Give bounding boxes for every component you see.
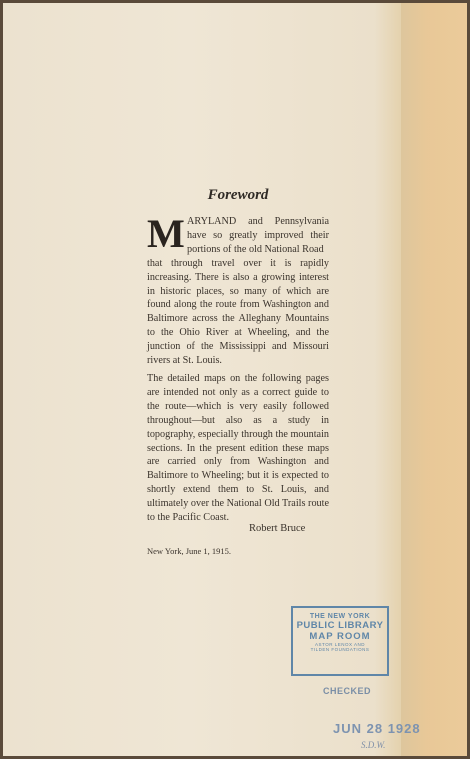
checked-stamp: CHECKED <box>323 686 372 696</box>
drop-cap: M <box>147 211 185 256</box>
paragraph-2: The detailed maps on the following pages are intended not only as a correct guide to the route—which is very easily followed throughout—but also as a study in topography, especially through the mountain sections. In the present edition these maps are carried only from Washington and Baltimore to Wheeling; but it is expected to shortly extend them to St. Louis, and ultimately over the National Old Trails route to the Pacific Coast. <box>147 373 329 524</box>
stamp-line-4: ASTOR LENOX AND <box>315 642 365 647</box>
paragraph-1 <box>147 211 329 368</box>
stamp-line-1: THE NEW YORK <box>309 613 371 620</box>
handwritten-initials: S.D.W. <box>361 740 386 750</box>
signature: Robert Bruce <box>249 523 306 534</box>
date-stamp: JUN 28 1928 <box>333 721 421 736</box>
paragraph-1-lead: ARYLAND and Pennsylvania have so greatly improved their portions of the old National Road <box>187 216 329 255</box>
stamp-line-5: TILDEN FOUNDATIONS <box>310 647 370 652</box>
document-page <box>3 3 467 756</box>
stamp-line-3: MAP ROOM <box>309 631 371 642</box>
page-edge-discoloration <box>401 3 467 756</box>
library-stamp <box>291 606 389 676</box>
stamp-line-2: PUBLIC LIBRARY <box>296 620 384 631</box>
paragraph-1-rest: that through travel over it is rapidly increasing. There is also a growing interest in historic places, so many of which are found along the route from Washington and Baltimore across the Alleghany Mountains to the Ohio River at Wheeling, and the junction of the Mississippi and Missouri rivers at St. Louis. <box>147 257 329 367</box>
dateline: New York, June 1, 1915. <box>147 546 232 556</box>
page-title: Foreword <box>207 187 269 203</box>
